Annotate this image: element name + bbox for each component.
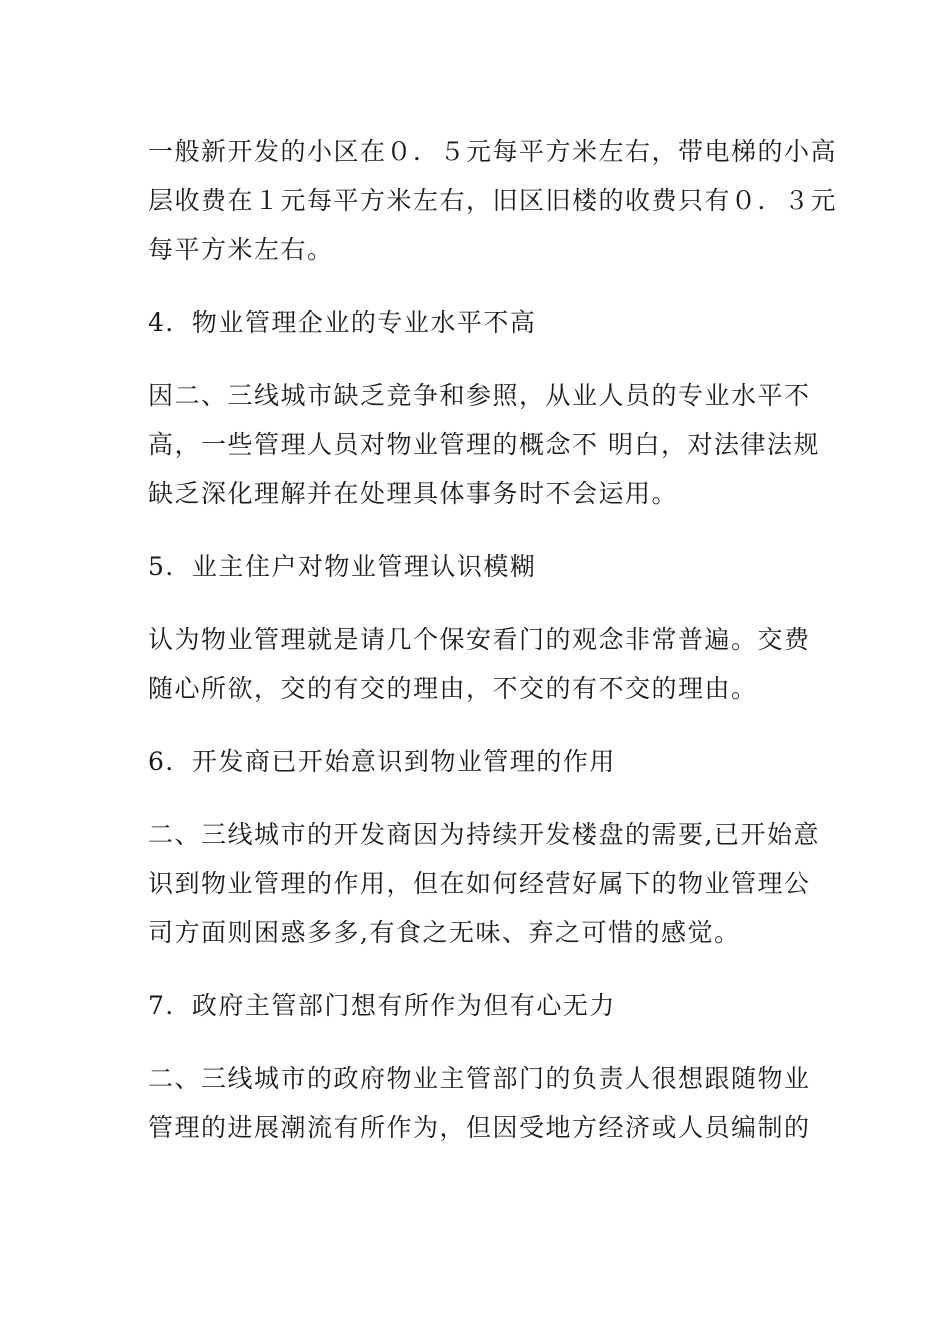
text-line: 二、三线城市的开发商因为持续开发楼盘的需要,已开始意 (148, 820, 820, 849)
text-line: 随心所欲，交的有交的理由，不交的有不交的理由。 (148, 674, 758, 703)
paragraph-fee-levels (148, 127, 838, 274)
heading-item-4 (148, 298, 808, 347)
paragraph-developers (148, 810, 820, 957)
heading-item-6 (148, 737, 808, 786)
text-line: 识到物业管理的作用，但在如何经营好属下的物业管理公 (148, 869, 811, 898)
text-line: 因二、三线城市缺乏竞争和参照，从业人员的专业水平不 (148, 381, 811, 410)
text-line: 司方面则困惑多多,有食之无味、弃之可惜的感觉。 (148, 918, 741, 947)
text-line: 二、三线城市的政府物业主管部门的负责人很想跟随物业 (148, 1064, 811, 1093)
paragraph-government (148, 1054, 811, 1152)
heading-text: 6．开发商已开始意识到物业管理的作用 (148, 747, 616, 776)
paragraph-professional-level (148, 371, 820, 518)
text-line: 管理的进展潮流有所作为，但因受地方经济或人员编制的 (148, 1113, 811, 1142)
text-line: 一般新开发的小区在０．５元每平方米左右，带电梯的小高 (148, 137, 838, 166)
heading-text: 7．政府主管部门想有所作为但有心无力 (148, 991, 616, 1020)
heading-item-5 (148, 542, 808, 591)
text-line: 高，一些管理人员对物业管理的概念不 明白，对法律法规 (148, 430, 820, 459)
heading-text: 5．业主住户对物业管理认识模糊 (148, 552, 537, 581)
heading-item-7 (148, 981, 808, 1030)
text-line: 缺乏深化理解并在处理具体事务时不会运用。 (148, 479, 679, 508)
text-line: 每平方米左右。 (148, 235, 334, 264)
text-line: 认为物业管理就是请几个保安看门的观念非常普遍。交费 (148, 625, 811, 654)
heading-text: 4．物业管理企业的专业水平不高 (148, 308, 537, 337)
text-line: 层收费在１元每平方米左右，旧区旧楼的收费只有０．３元 (148, 186, 838, 215)
paragraph-owner-perception (148, 615, 811, 713)
